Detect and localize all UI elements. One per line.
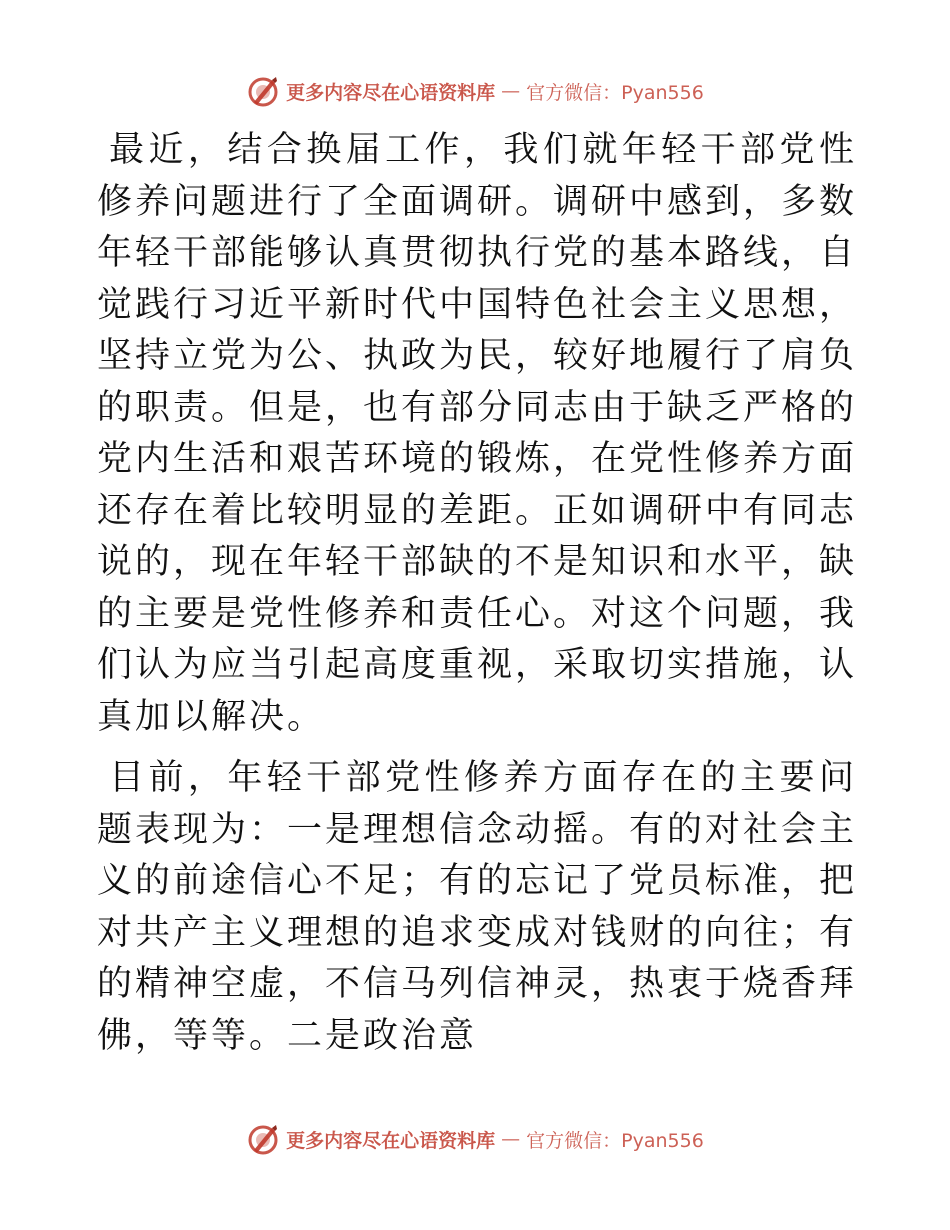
header-banner — [0, 71, 950, 111]
banner-dash: — — [501, 1128, 521, 1150]
pen-logo-icon — [246, 1122, 280, 1156]
pen-logo-icon — [246, 74, 280, 108]
document-body — [97, 125, 857, 1062]
banner-dash: — — [501, 80, 521, 102]
banner-brand-text: 更多内容尽在心语资料库 — [286, 1129, 496, 1152]
paragraph-1: 最近，结合换届工作，我们就年轻干部党性修养问题进行了全面调研。调研中感到，多数年轻干部能够认真贯彻执行党的基本路线，自觉践行习近平新时代中国特色社会主义思想，坚持立党为公、执政为民，较好地履行了肩负的职责。但是，也有部分同志由于缺乏严格的党内生活和艰苦环境的锻炼，在党性修养方面还存在着比较明显的差距。正如调研中有同志说的，现在年轻干部缺的不是知识和水平，缺的主要是党性修养和责任心。对这个问题，我们认为应当引起高度重视，采取切实措施，认真加以解决。 — [97, 130, 858, 737]
banner-contact-text: 官方微信：Pyan556 — [526, 81, 704, 104]
footer-banner — [0, 1119, 950, 1159]
banner-contact-text: 官方微信：Pyan556 — [526, 1129, 704, 1152]
paragraph-2: 目前，年轻干部党性修养方面存在的主要问题表现为：一是理想信念动摇。有的对社会主义的前途信心不足；有的忘记了党员标准，把对共产主义理想的追求变成对钱财的向往；有的精神空虚，不信马列信神灵，热衷于烧香拜佛，等等。二是政治意 — [97, 758, 858, 1056]
banner-brand-text: 更多内容尽在心语资料库 — [286, 81, 496, 104]
